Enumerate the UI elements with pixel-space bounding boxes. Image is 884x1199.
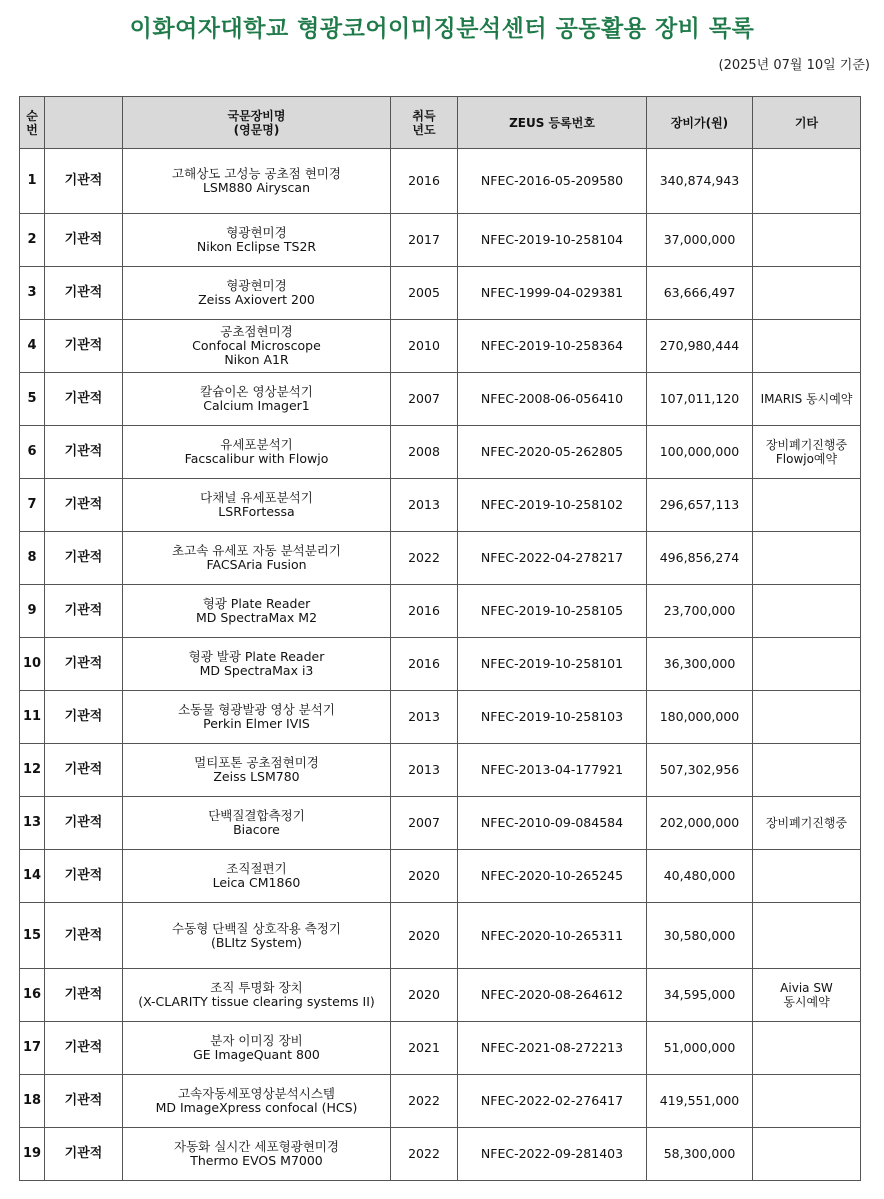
zeus-registration-number: NFEC-2020-05-262805 xyxy=(458,426,647,479)
equipment-name-line: 유세포분석기 xyxy=(220,437,293,452)
equipment-name xyxy=(123,149,391,214)
acquisition-year: 2020 xyxy=(391,903,458,969)
acquisition-type: 기관적 xyxy=(45,214,123,267)
equipment-price: 180,000,000 xyxy=(647,691,753,744)
row-number: 13 xyxy=(20,797,45,850)
table-row xyxy=(20,691,861,744)
zeus-registration-number: NFEC-2020-08-264612 xyxy=(458,969,647,1022)
table-row xyxy=(20,320,861,373)
equipment-price: 40,480,000 xyxy=(647,850,753,903)
equipment-name xyxy=(123,585,391,638)
table-row xyxy=(20,903,861,969)
acquisition-year: 2013 xyxy=(391,691,458,744)
equipment-price: 51,000,000 xyxy=(647,1022,753,1075)
acquisition-type: 기관적 xyxy=(45,320,123,373)
equipment-name-line: Thermo EVOS M7000 xyxy=(190,1153,323,1168)
acquisition-type: 기관적 xyxy=(45,638,123,691)
equipment-name-line: 형광 발광 Plate Reader xyxy=(188,649,325,664)
equipment-name-line: 공초점현미경 xyxy=(220,324,293,339)
equipment-name-line: 다채널 유세포분석기 xyxy=(200,490,313,505)
equipment-name xyxy=(123,691,391,744)
acquisition-type: 기관적 xyxy=(45,850,123,903)
remarks xyxy=(753,149,861,214)
row-number: 10 xyxy=(20,638,45,691)
acquisition-type: 기관적 xyxy=(45,903,123,969)
table-row xyxy=(20,426,861,479)
equipment-price: 36,300,000 xyxy=(647,638,753,691)
header-year-line1: 취득 xyxy=(412,108,436,123)
equipment-name-line: 단백질결합측정기 xyxy=(208,808,305,823)
equipment-price: 496,856,274 xyxy=(647,532,753,585)
zeus-registration-number: NFEC-2019-10-258102 xyxy=(458,479,647,532)
table-row xyxy=(20,1128,861,1181)
acquisition-type: 기관적 xyxy=(45,1022,123,1075)
equipment-name-line: MD SpectraMax M2 xyxy=(195,610,318,625)
remarks-line: 장비폐기진행중 xyxy=(765,438,848,452)
header-zeus: ZEUS 등록번호 xyxy=(458,97,647,149)
table-row xyxy=(20,214,861,267)
equipment-name-line: LSRFortessa xyxy=(218,504,295,519)
acquisition-type: 기관적 xyxy=(45,426,123,479)
row-number: 7 xyxy=(20,479,45,532)
zeus-registration-number: NFEC-2019-10-258364 xyxy=(458,320,647,373)
equipment-name-line: (BLItz System) xyxy=(210,934,303,950)
equipment-name xyxy=(123,267,391,320)
equipment-name-line: MD SpectraMax i3 xyxy=(199,663,314,678)
equipment-name-line: Facscalibur with Flowjo xyxy=(184,451,329,466)
equipment-name-line: MD ImageXpress confocal (HCS) xyxy=(155,1100,358,1115)
zeus-registration-number: NFEC-2019-10-258101 xyxy=(458,638,647,691)
equipment-name xyxy=(123,1128,391,1181)
equipment-name-line: Zeiss Axiovert 200 xyxy=(198,292,315,307)
equipment-name-line: Zeiss LSM780 xyxy=(213,769,300,784)
equipment-price: 37,000,000 xyxy=(647,214,753,267)
table-row xyxy=(20,585,861,638)
acquisition-type: 기관적 xyxy=(45,149,123,214)
header-etc: 기타 xyxy=(753,97,861,149)
acquisition-type: 기관적 xyxy=(45,1128,123,1181)
row-number: 12 xyxy=(20,744,45,797)
equipment-name xyxy=(123,638,391,691)
remarks xyxy=(753,744,861,797)
equipment-table xyxy=(19,96,861,1181)
acquisition-year: 2017 xyxy=(391,214,458,267)
zeus-registration-number: NFEC-2020-10-265245 xyxy=(458,850,647,903)
equipment-name xyxy=(123,214,391,267)
header-year xyxy=(391,97,458,149)
zeus-registration-number: NFEC-2022-02-276417 xyxy=(458,1075,647,1128)
remarks xyxy=(753,373,861,426)
equipment-name xyxy=(123,744,391,797)
equipment-name xyxy=(123,903,391,969)
equipment-name-line: 초고속 유세포 자동 분석분리기 xyxy=(172,543,341,558)
remarks xyxy=(753,426,861,479)
equipment-name xyxy=(123,426,391,479)
equipment-name-line: 멀티포톤 공초점현미경 xyxy=(194,755,319,770)
equipment-name-line: 칼슘이온 영상분석기 xyxy=(200,384,313,399)
equipment-name-line: Biacore xyxy=(233,822,280,837)
header-price: 장비가(원) xyxy=(647,97,753,149)
equipment-price: 30,580,000 xyxy=(647,903,753,969)
row-number: 8 xyxy=(20,532,45,585)
remarks xyxy=(753,903,861,969)
remarks xyxy=(753,1075,861,1128)
zeus-registration-number: NFEC-2020-10-265311 xyxy=(458,903,647,969)
equipment-name-line: 소동물 형광발광 영상 분석기 xyxy=(178,702,335,717)
header-year-line2: 년도 xyxy=(412,122,436,137)
equipment-name-line: FACSAria Fusion xyxy=(206,557,307,572)
equipment-name-line: 형광현미경 xyxy=(226,278,287,293)
equipment-name-line: Nikon A1R xyxy=(224,352,289,367)
acquisition-year: 2022 xyxy=(391,1075,458,1128)
equipment-price: 100,000,000 xyxy=(647,426,753,479)
acquisition-year: 2016 xyxy=(391,149,458,214)
row-number: 9 xyxy=(20,585,45,638)
row-number: 2 xyxy=(20,214,45,267)
table-row xyxy=(20,149,861,214)
acquisition-year: 2007 xyxy=(391,373,458,426)
equipment-price: 296,657,113 xyxy=(647,479,753,532)
row-number: 4 xyxy=(20,320,45,373)
row-number: 6 xyxy=(20,426,45,479)
acquisition-type: 기관적 xyxy=(45,1075,123,1128)
equipment-price: 23,700,000 xyxy=(647,585,753,638)
remarks xyxy=(753,969,861,1022)
acquisition-year: 2020 xyxy=(391,850,458,903)
equipment-name-line: Perkin Elmer IVIS xyxy=(203,716,310,731)
table-row xyxy=(20,267,861,320)
remarks xyxy=(753,267,861,320)
header-no: 순번 xyxy=(20,97,45,149)
row-number: 1 xyxy=(20,149,45,214)
zeus-registration-number: NFEC-2022-04-278217 xyxy=(458,532,647,585)
table-row xyxy=(20,479,861,532)
acquisition-year: 2010 xyxy=(391,320,458,373)
acquisition-year: 2016 xyxy=(391,585,458,638)
equipment-name xyxy=(123,1075,391,1128)
table-row xyxy=(20,969,861,1022)
equipment-name xyxy=(123,850,391,903)
remarks xyxy=(753,585,861,638)
table-row xyxy=(20,1022,861,1075)
remarks-line: IMARIS 동시예약 xyxy=(760,392,853,406)
acquisition-year: 2005 xyxy=(391,267,458,320)
acquisition-type: 기관적 xyxy=(45,744,123,797)
remarks xyxy=(753,691,861,744)
equipment-name-line: 수동형 단백질 상호작용 측정기 xyxy=(172,920,341,936)
zeus-registration-number: NFEC-2008-06-056410 xyxy=(458,373,647,426)
table-header-row xyxy=(20,97,861,149)
acquisition-type: 기관적 xyxy=(45,585,123,638)
remarks xyxy=(753,320,861,373)
acquisition-year: 2013 xyxy=(391,479,458,532)
acquisition-year: 2013 xyxy=(391,744,458,797)
acquisition-type: 기관적 xyxy=(45,691,123,744)
row-number: 5 xyxy=(20,373,45,426)
zeus-registration-number: NFEC-1999-04-029381 xyxy=(458,267,647,320)
equipment-price: 107,011,120 xyxy=(647,373,753,426)
zeus-registration-number: NFEC-2013-04-177921 xyxy=(458,744,647,797)
equipment-name-line: 조직 투명화 장치 xyxy=(210,980,303,995)
equipment-price: 270,980,444 xyxy=(647,320,753,373)
acquisition-type: 기관적 xyxy=(45,969,123,1022)
row-number: 16 xyxy=(20,969,45,1022)
zeus-registration-number: NFEC-2021-08-272213 xyxy=(458,1022,647,1075)
equipment-name xyxy=(123,532,391,585)
equipment-name-line: (X-CLARITY tissue clearing systems II) xyxy=(138,994,375,1009)
row-number: 3 xyxy=(20,267,45,320)
equipment-name xyxy=(123,797,391,850)
equipment-price: 419,551,000 xyxy=(647,1075,753,1128)
equipment-name-line: Leica CM1860 xyxy=(212,875,301,890)
remarks-line: Flowjo예약 xyxy=(775,452,838,466)
header-type xyxy=(45,97,123,149)
equipment-name xyxy=(123,1022,391,1075)
remarks xyxy=(753,532,861,585)
row-number: 15 xyxy=(20,903,45,969)
remarks xyxy=(753,638,861,691)
acquisition-type: 기관적 xyxy=(45,797,123,850)
equipment-name-line: 형광 Plate Reader xyxy=(202,596,311,611)
remarks xyxy=(753,1022,861,1075)
table-row xyxy=(20,532,861,585)
row-number: 18 xyxy=(20,1075,45,1128)
equipment-name-line: Nikon Eclipse TS2R xyxy=(196,239,317,254)
page-title: 이화여자대학교 형광코어이미징분석센터 공동활용 장비 목록 xyxy=(129,16,755,42)
equipment-name-line: 분자 이미징 장비 xyxy=(210,1033,303,1048)
acquisition-type: 기관적 xyxy=(45,267,123,320)
zeus-registration-number: NFEC-2022-09-281403 xyxy=(458,1128,647,1181)
zeus-registration-number: NFEC-2010-09-084584 xyxy=(458,797,647,850)
equipment-price: 340,874,943 xyxy=(647,149,753,214)
equipment-name xyxy=(123,479,391,532)
equipment-price: 34,595,000 xyxy=(647,969,753,1022)
row-number: 14 xyxy=(20,850,45,903)
table-row xyxy=(20,638,861,691)
equipment-price: 63,666,497 xyxy=(647,267,753,320)
equipment-name xyxy=(123,320,391,373)
header-name-line2: (영문명) xyxy=(233,122,280,137)
remarks xyxy=(753,214,861,267)
acquisition-year: 2022 xyxy=(391,1128,458,1181)
reference-date: (2025년 07월 10일 기준) xyxy=(718,58,870,73)
remarks-line: 동시예약 xyxy=(783,995,830,1009)
equipment-name-line: 고속자동세포영상분석시스템 xyxy=(178,1086,335,1101)
zeus-registration-number: NFEC-2019-10-258103 xyxy=(458,691,647,744)
remarks xyxy=(753,479,861,532)
row-number: 19 xyxy=(20,1128,45,1181)
remarks xyxy=(753,1128,861,1181)
acquisition-year: 2020 xyxy=(391,969,458,1022)
zeus-registration-number: NFEC-2019-10-258105 xyxy=(458,585,647,638)
zeus-registration-number: NFEC-2019-10-258104 xyxy=(458,214,647,267)
table-row xyxy=(20,744,861,797)
acquisition-type: 기관적 xyxy=(45,479,123,532)
acquisition-year: 2007 xyxy=(391,797,458,850)
row-number: 17 xyxy=(20,1022,45,1075)
acquisition-type: 기관적 xyxy=(45,373,123,426)
table-row xyxy=(20,797,861,850)
equipment-name-line: 고해상도 고성능 공초점 현미경 xyxy=(172,166,341,181)
acquisition-year: 2016 xyxy=(391,638,458,691)
equipment-price: 58,300,000 xyxy=(647,1128,753,1181)
table-row xyxy=(20,373,861,426)
equipment-name-line: 자동화 실시간 세포형광현미경 xyxy=(174,1139,339,1154)
equipment-name-line: GE ImageQuant 800 xyxy=(193,1047,320,1062)
equipment-price: 202,000,000 xyxy=(647,797,753,850)
equipment-name xyxy=(123,969,391,1022)
equipment-name-line: 형광현미경 xyxy=(226,225,287,240)
equipment-name-line: Calcium Imager1 xyxy=(203,398,310,413)
equipment-name-line: 조직절편기 xyxy=(226,861,287,876)
acquisition-type: 기관적 xyxy=(45,532,123,585)
table-body xyxy=(20,149,861,1181)
table-row xyxy=(20,850,861,903)
equipment-name-line: Confocal Microscope xyxy=(192,338,321,353)
remarks xyxy=(753,850,861,903)
table-row xyxy=(20,1075,861,1128)
acquisition-year: 2008 xyxy=(391,426,458,479)
acquisition-year: 2022 xyxy=(391,532,458,585)
equipment-name xyxy=(123,373,391,426)
equipment-price: 507,302,956 xyxy=(647,744,753,797)
remarks-line: Aivia SW xyxy=(780,981,833,995)
zeus-registration-number: NFEC-2016-05-209580 xyxy=(458,149,647,214)
acquisition-year: 2021 xyxy=(391,1022,458,1075)
row-number: 11 xyxy=(20,691,45,744)
remarks-line: 장비폐기진행중 xyxy=(765,816,848,830)
header-name-line1: 국문장비명 xyxy=(227,108,286,123)
header-name xyxy=(123,97,391,149)
equipment-name-line: LSM880 Airyscan xyxy=(202,180,311,195)
remarks xyxy=(753,797,861,850)
